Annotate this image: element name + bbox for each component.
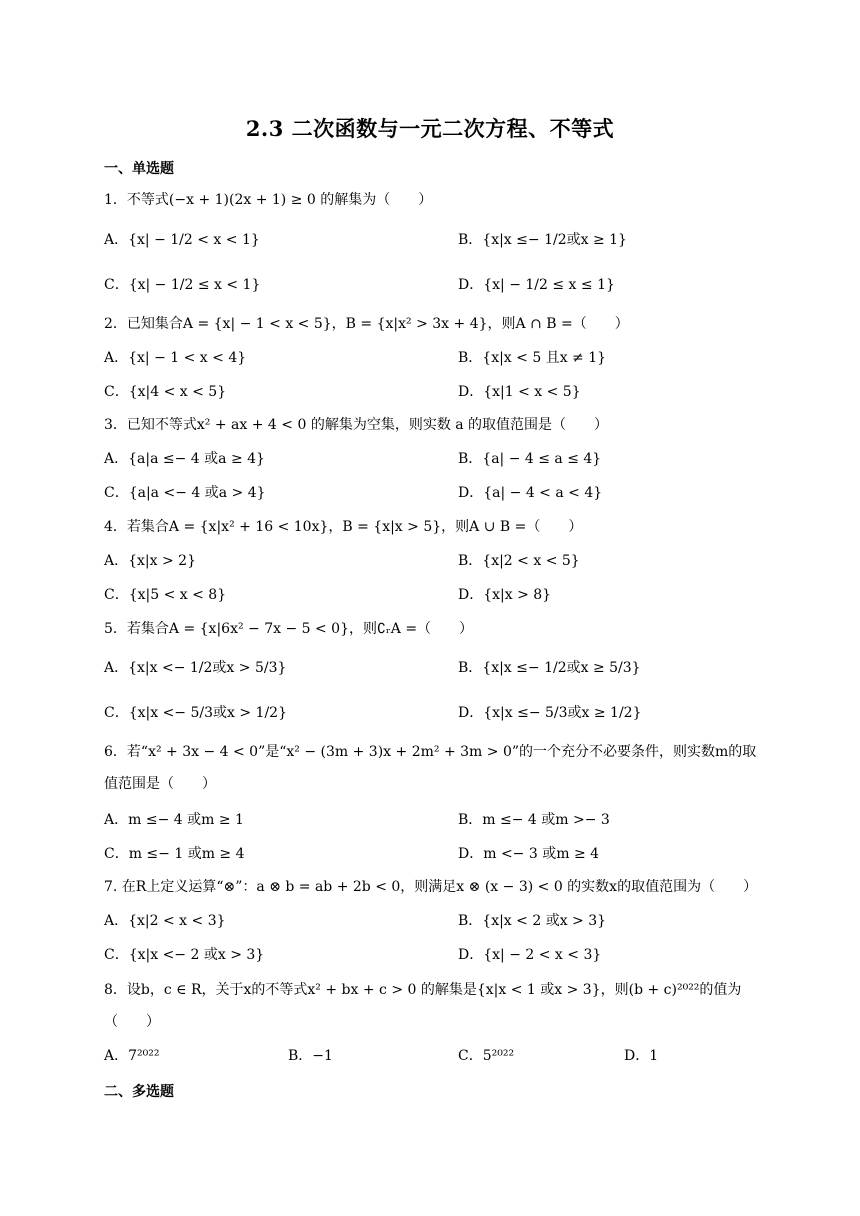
- question-5-option-a: A．{x|x <− 1/2或x > 5/3}: [104, 660, 287, 676]
- question-7-option-c: C．{x|x <− 2 或x > 3}: [104, 947, 265, 963]
- question-7-stem: 7. 在R上定义运算“⊗”：a ⊗ b = ab + 2b < 0，则满足x ⊗ (x − 3) < 0 的实数x的取值范围为（ ）: [104, 879, 758, 895]
- question-6-option-d: D．m <− 3 或m ≥ 4: [458, 846, 600, 862]
- question-6-option-b: B．m ≤− 4 或m >− 3: [458, 812, 610, 828]
- question-5-option-b: B．{x|x ≤− 1/2或x ≥ 5/3}: [458, 660, 641, 676]
- question-8-option-c: C．5²⁰²²: [458, 1048, 515, 1064]
- question-5-option-d: D．{x|x ≤− 5/3或x ≥ 1/2}: [458, 705, 642, 721]
- question-5-option-c: C．{x|x <− 5/3或x > 1/2}: [104, 705, 287, 721]
- section-heading-multiple-choice: 二、多选题: [104, 1084, 174, 1100]
- question-1-option-a: A．{x| − 1/2 < x < 1}: [104, 232, 260, 248]
- question-7-option-d: D．{x| − 2 < x < 3}: [458, 947, 602, 963]
- question-5-stem: 5．若集合A = {x|6x² − 7x − 5 < 0}，则∁ᵣA =（ ）: [104, 621, 474, 637]
- question-3-option-d: D．{a| − 4 < a < 4}: [458, 485, 603, 501]
- question-2-option-a: A．{x| − 1 < x < 4}: [104, 350, 247, 366]
- question-8-stem: 8．设b，c ∈ R，关于x的不等式x² + bx + c > 0 的解集是{x|x < 1 或x > 3}，则(b + c)²⁰²²的值为（ ）: [104, 982, 742, 1030]
- question-2-option-c: C．{x|4 < x < 5}: [104, 384, 227, 400]
- question-7-option-b: B．{x|x < 2 或x > 3}: [458, 913, 607, 929]
- question-1-option-d: D．{x| − 1/2 ≤ x ≤ 1}: [458, 277, 615, 293]
- question-4-option-d: D．{x|x > 8}: [458, 587, 552, 603]
- question-2-option-b: B．{x|x < 5 且x ≠ 1}: [458, 350, 607, 366]
- question-4-option-b: B．{x|2 < x < 5}: [458, 553, 580, 569]
- question-6-stem: 6．若“x² + 3x − 4 < 0”是“x² − (3m + 3)x + 2m² + 3m > 0”的一个充分不必要条件，则实数m的取值范围是（ ）: [104, 744, 757, 792]
- question-2-stem: 2．已知集合A = {x| − 1 < x < 5}，B = {x|x² > 3x + 4}，则A ∩ B =（ ）: [104, 316, 629, 332]
- question-2-option-d: D．{x|1 < x < 5}: [458, 384, 581, 400]
- question-3-option-a: A．{a|a ≤− 4 或a ≥ 4}: [104, 451, 265, 467]
- question-6-option-a: A．m ≤− 4 或m ≥ 1: [104, 812, 244, 828]
- question-8-option-b: B．−1: [288, 1048, 333, 1064]
- question-4-option-c: C．{x|5 < x < 8}: [104, 587, 227, 603]
- question-4-stem: 4．若集合A = {x|x² + 16 < 10x}，B = {x|x > 5}，则A ∪ B =（ ）: [104, 519, 583, 535]
- question-3-option-c: C．{a|a <− 4 或a > 4}: [104, 485, 266, 501]
- question-3-stem: 3．已知不等式x² + ax + 4 < 0 的解集为空集，则实数 a 的取值范围是（ ）: [104, 417, 609, 433]
- question-6-option-c: C．m ≤− 1 或m ≥ 4: [104, 846, 245, 862]
- question-1-stem: 1．不等式(−x + 1)(2x + 1) ≥ 0 的解集为（ ）: [104, 192, 433, 208]
- question-8-option-d: D．1: [624, 1048, 659, 1064]
- question-1-option-b: B．{x|x ≤− 1/2或x ≥ 1}: [458, 232, 627, 248]
- question-8-option-a: A．7²⁰²²: [104, 1048, 160, 1064]
- question-1-option-c: C．{x| − 1/2 ≤ x < 1}: [104, 277, 261, 293]
- page-title: 2.3 二次函数与一元二次方程、不等式: [245, 116, 615, 141]
- question-7-option-a: A．{x|2 < x < 3}: [104, 913, 226, 929]
- question-3-option-b: B．{a| − 4 ≤ a ≤ 4}: [458, 451, 602, 467]
- section-heading-single-choice: 一、单选题: [104, 161, 174, 177]
- question-4-option-a: A．{x|x > 2}: [104, 553, 196, 569]
